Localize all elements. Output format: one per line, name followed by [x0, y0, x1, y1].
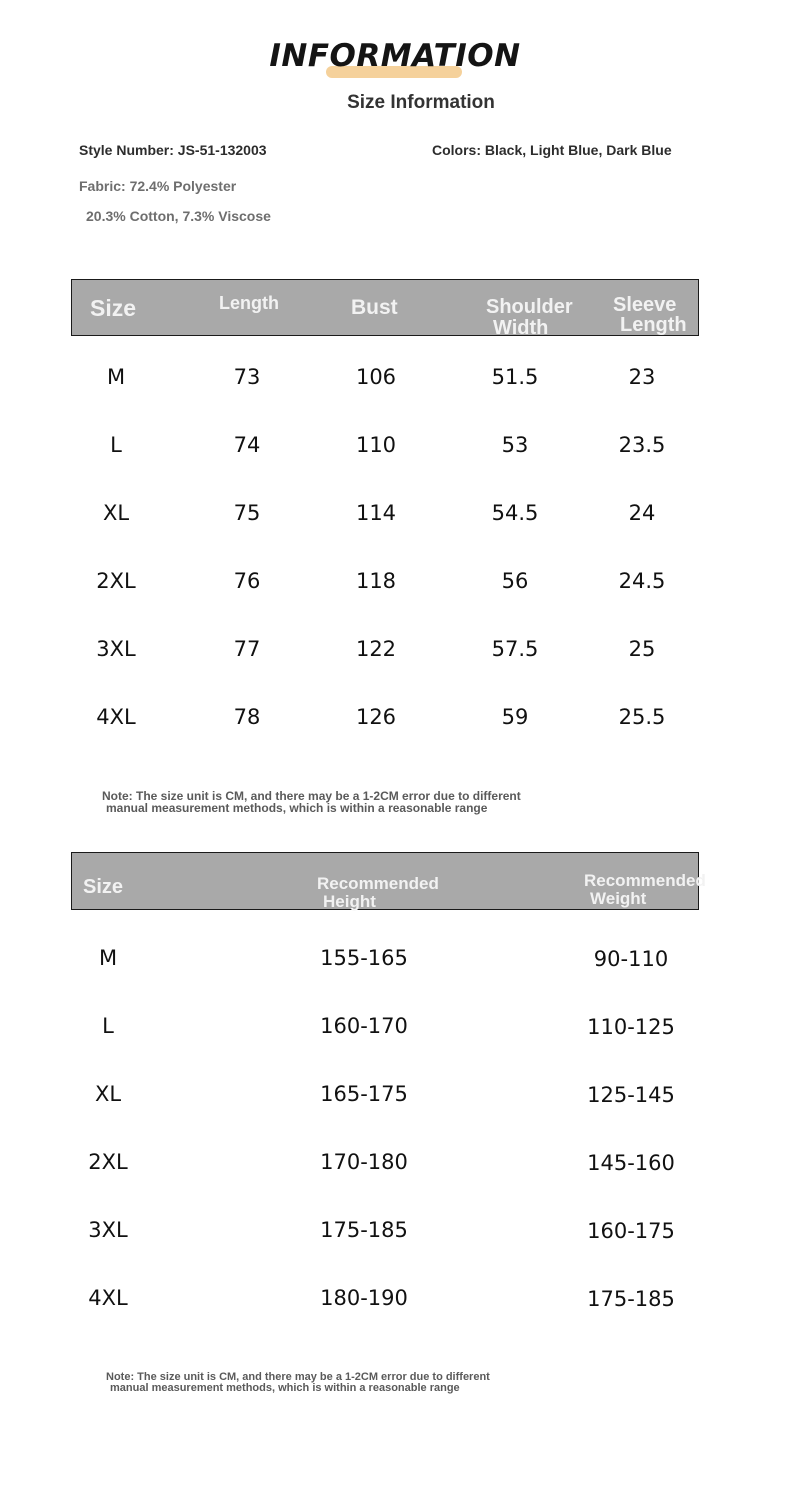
cell-size: L	[102, 1014, 114, 1038]
cell-height: 175-185	[320, 1218, 408, 1242]
cell-length: 73	[233, 365, 261, 389]
cell-size: M	[106, 365, 126, 389]
table-row	[0, 501, 790, 531]
cell-bust: 122	[355, 637, 397, 661]
table-row	[0, 569, 790, 599]
style-number: Style Number: JS-51-132003	[79, 142, 267, 158]
table-row	[0, 946, 790, 976]
table-row	[0, 1286, 790, 1316]
cell-bust: 110	[355, 433, 397, 457]
cell-weight: 145-160	[587, 1151, 675, 1175]
page-subtitle: Size Information	[347, 92, 495, 113]
cell-shoulder: 56	[501, 569, 529, 593]
cell-size: L	[110, 433, 122, 457]
header-weight-line2: Weight	[590, 889, 647, 908]
cell-size: 4XL	[88, 1286, 128, 1310]
header-size: Size	[90, 295, 137, 321]
cell-sleeve: 24	[628, 501, 656, 525]
cell-length: 74	[233, 433, 261, 457]
cell-length: 78	[233, 705, 261, 729]
header-sleeve-line2: Length	[620, 314, 687, 336]
table-row	[0, 1218, 790, 1248]
table-row	[0, 433, 790, 463]
cell-size: XL	[102, 501, 130, 525]
table-row	[0, 1014, 790, 1044]
fabric-line-2: 20.3% Cotton, 7.3% Viscose	[86, 208, 271, 224]
table-row	[0, 365, 790, 395]
cell-size: 4XL	[96, 705, 136, 729]
header-length: Length	[219, 293, 279, 313]
title-block	[0, 38, 790, 74]
size-note-line-2: manual measurement methods, which is within a reasonable range	[106, 801, 488, 815]
cell-length: 77	[233, 637, 261, 661]
fabric-line-1: Fabric: 72.4% Polyester	[79, 178, 237, 194]
cell-height: 165-175	[320, 1082, 408, 1106]
table-row	[0, 705, 790, 735]
cell-weight: 160-175	[587, 1219, 675, 1243]
table-row	[0, 1150, 790, 1180]
cell-size: 2XL	[88, 1150, 128, 1174]
cell-bust: 126	[355, 705, 397, 729]
cell-height: 180-190	[320, 1286, 408, 1310]
size-table-header	[71, 279, 699, 339]
cell-weight: 90-110	[593, 947, 669, 971]
table-row	[0, 637, 790, 667]
cell-sleeve: 23.5	[618, 433, 666, 457]
recommend-note-line-1: Note: The size unit is CM, and there may be a 1-2CM error due to different	[106, 1371, 490, 1383]
cell-shoulder: 54.5	[491, 501, 539, 525]
cell-sleeve: 24.5	[618, 569, 666, 593]
header-height-line2: Height	[323, 892, 376, 911]
cell-bust: 118	[355, 569, 397, 593]
header-weight-line1: Recommended	[584, 871, 706, 890]
header-size: Size	[83, 876, 124, 898]
cell-sleeve: 25.5	[618, 705, 666, 729]
cell-weight: 125-145	[587, 1083, 675, 1107]
header-shoulder-line2: Width	[493, 317, 549, 339]
header-sleeve-line1: Sleeve	[613, 294, 677, 316]
cell-weight: 175-185	[587, 1287, 675, 1311]
recommend-note-line-2: manual measurement methods, which is within a reasonable range	[110, 1382, 460, 1394]
cell-size: 2XL	[96, 569, 136, 593]
cell-size: 3XL	[88, 1218, 128, 1242]
cell-height: 160-170	[320, 1014, 408, 1038]
cell-shoulder: 57.5	[491, 637, 539, 661]
page-title: INFORMATION	[269, 38, 521, 74]
table-row	[0, 1082, 790, 1112]
cell-shoulder: 59	[501, 705, 529, 729]
cell-weight: 110-125	[587, 1015, 675, 1039]
cell-bust: 106	[355, 365, 397, 389]
recommend-table-header	[71, 852, 706, 911]
cell-length: 76	[233, 569, 261, 593]
cell-shoulder: 51.5	[491, 365, 539, 389]
colors-info: Colors: Black, Light Blue, Dark Blue	[432, 142, 672, 158]
header-height-line1: Recommended	[317, 874, 439, 893]
cell-height: 155-165	[320, 946, 408, 970]
cell-length: 75	[233, 501, 261, 525]
size-note-line-1: Note: The size unit is CM, and there may be a 1-2CM error due to different	[102, 789, 521, 803]
cell-height: 170-180	[320, 1150, 408, 1174]
header-shoulder-line1: Shoulder	[486, 296, 573, 318]
cell-sleeve: 25	[628, 637, 656, 661]
cell-bust: 114	[355, 501, 397, 525]
cell-size: M	[98, 946, 118, 970]
cell-sleeve: 23	[628, 365, 656, 389]
cell-shoulder: 53	[501, 433, 529, 457]
cell-size: XL	[94, 1082, 122, 1106]
header-bust: Bust	[351, 296, 398, 319]
cell-size: 3XL	[96, 637, 136, 661]
